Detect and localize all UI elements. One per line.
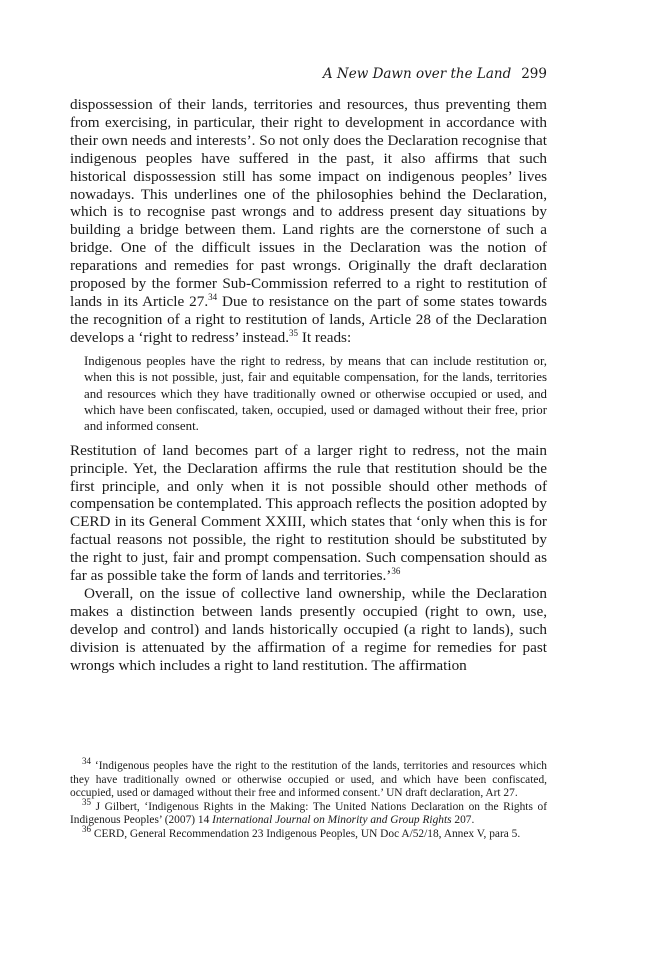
running-title: A New Dawn over the Land (322, 66, 512, 82)
paragraph-1-text-a: dispossession of their lands, territories and resources, thus preventing them from exercising, in particular, their right to development in accordance with their own needs and interests’. So not only does the Declaration recognise that indigenous peoples have suffered in the past, it also affirms that such historical dispossession still has some impact on indigenous peoples’ lives nowadays. This underlines one of the philosophies behind the Declaration, which is to recognise past wrongs and to address present day situations by building a bridge between them. Land rights are the cornerstone of such a bridge. One of the difficult issues in the Declaration was the notion of reparations and remedies for past wrongs. Originally the draft declaration proposed by the former Sub-Commission referred to a right to restitution of lands in its Article 27. (70, 96, 547, 310)
page-number: 299 (521, 66, 547, 82)
footnote-35-text-a: J Gilbert, ‘Indigenous Rights in the Making: The United Nations Declaration on the Rights of Indigenous Peoples’ (2007) 14 (70, 800, 547, 827)
footnote-ref-35: 35 (289, 327, 299, 338)
paragraph-1-text-b: Due to resistance on the part of some states towards the recognition of a right to restitution of lands, Article 28 of the Declaration develops a ‘right to redress’ instead. (70, 292, 547, 346)
body-text (70, 96, 547, 675)
footnote-35-journal: International Journal on Minority and Group Rights (212, 814, 452, 827)
footnotes (70, 756, 547, 842)
footnote-36 (70, 824, 547, 842)
footnote-35 (70, 796, 547, 828)
footnote-34-text: ‘Indigenous peoples have the right to the restitution of the lands, territories and resources which they have traditionally owned or otherwise occupied or used, and which have been confiscated, occupied, used or damaged without their free and informed consent.’ UN draft declaration, Art 27. (70, 760, 547, 800)
paragraph-2-text: Restitution of land becomes part of a larger right to redress, not the main principle. Yet, the Declaration affirms the rule that restitution should be the first principle, and only when it is not possible should other methods of compensation be contemplated. This approach reflects the position adopted by CERD in its General Comment XXIII, which states that ‘only when this is for factual reasons not possible, the right to restitution should be substituted by the right to just, fair and prompt compensation. Such compensation should as far as possible take the form of lands and territories.’ (70, 441, 547, 585)
paragraph-3: Overall, on the issue of collective land ownership, while the Declaration makes a distinction between lands presently occupied (right to own, use, develop and control) and lands historically occupied (a right to lands), such division is attenuated by the affirmation of a regime for remedies for past wrongs which includes a right to land restitution. The affirmation (70, 584, 547, 674)
running-head (70, 64, 547, 84)
footnote-36-text: CERD, General Recommendation 23 Indigenous Peoples, UN Doc A/52/18, Annex V, para 5. (91, 827, 521, 840)
block-quote: Indigenous peoples have the right to redress, by means that can include restitution or, when this is not possible, just, fair and equitable compensation, for the lands, territories and resources which they have traditionally owned or otherwise occupied or used, and which have been confiscated, taken, occupied, used or damaged without their free, prior and informed consent. (84, 353, 547, 434)
footnote-35-text-b: 207. (451, 814, 475, 827)
footnote-36-number: 36 (82, 824, 91, 835)
paragraph-2 (70, 442, 547, 585)
footnote-34-number: 34 (82, 756, 91, 767)
footnote-ref-34: 34 (208, 291, 218, 302)
footnote-ref-36: 36 (391, 566, 401, 576)
paragraph-1 (70, 96, 547, 347)
footnote-34 (70, 756, 547, 801)
page-content (70, 64, 547, 675)
footnote-35-number: 35 (82, 796, 91, 807)
paragraph-1-text-c: It reads: (298, 328, 352, 346)
